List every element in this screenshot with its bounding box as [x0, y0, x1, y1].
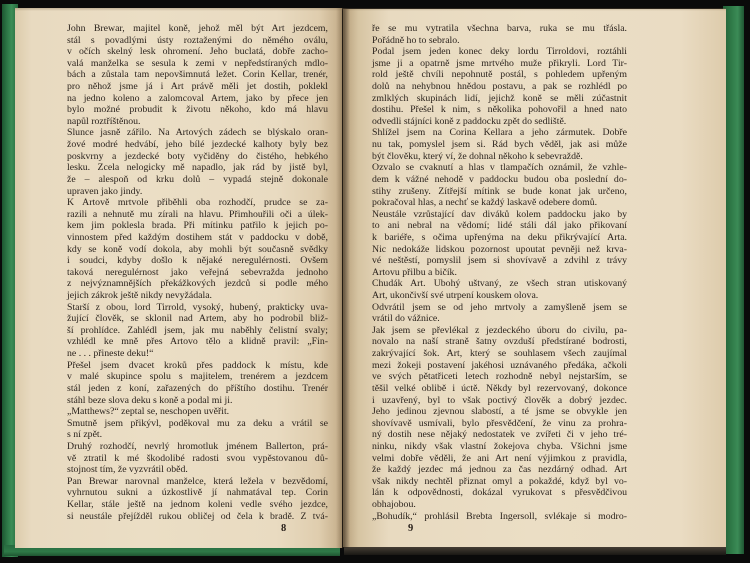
- text-line: pro něhož jsme já i Art právě měli jet dostih, poklekl: [67, 81, 328, 93]
- text-line: Chudák Art. Ubohý uštvaný, ze všech stran utiskovaný: [372, 278, 627, 290]
- text-line: velmi dobře věděli, že ani Art není výjimkou z pravidla,: [372, 452, 627, 464]
- text-line: Podal jsem jeden konec deky lordu Tirroldovi, roztáhli: [372, 46, 627, 58]
- text-line: žující člověk, se sklonil nad Artem, aby ho podrobil bliž-: [67, 313, 328, 325]
- text-line: že každý jezdec má jednou za čas nezdárný odhad. Art: [372, 464, 627, 476]
- paragraph: [67, 23, 328, 127]
- text-line: Kellar, stále ještě na jednom koleni vedle svého jezdce,: [67, 498, 328, 510]
- text-line: pokračoval hlas, a nechť se každý laskavě odebere domů.: [372, 197, 598, 209]
- text-line: „Bohudík,“ prohlásil Brebta Ingersoll, svlékaje si modro-: [372, 510, 627, 522]
- text-line: rold ještě chvíli nepohnutě postál, s pohledem upřeným: [372, 69, 627, 81]
- text-line: Jeho jedinou zjevnou slabostí, a té jsme se obvykle jen: [372, 406, 627, 418]
- text-line: dostihu. Přešel k nim, s několika pohovořil a hned nato: [372, 104, 627, 116]
- text-line: odvedli stájníci koně z paddocku zpět do sedliště.: [372, 115, 567, 127]
- paragraph: [372, 127, 627, 162]
- text-line: ný dostih nese nějaký nedostatek ve zvířeti či v jeho tré-: [372, 429, 627, 441]
- paragraph: [372, 325, 627, 511]
- text-line: Ozvalo se cvaknutí a hlas v tlampačích oznámil, že vzhle-: [372, 162, 627, 174]
- text-line: jsme ji a opatrně jsme mrtvého muže přikryli. Lord Tir-: [372, 57, 627, 69]
- text-line: i uzavřený, byl to však poctivý člověk a dobrý jezdec.: [372, 394, 627, 406]
- text-line: Neustále vzrůstající dav diváků kolem paddocku jako by: [372, 208, 627, 220]
- book-cover-right-edge: [723, 6, 744, 554]
- text-line: stál jeden z koní, zařazených do příštího dostihu. Trenér: [67, 382, 328, 394]
- text-line: Druhý rozhodčí, nevrlý hromotluk jménem Ballerton, prá-: [67, 440, 328, 452]
- text-line: „Matthews?“ zeptal se, neschopen uvěřit.: [67, 406, 230, 418]
- text-line: John Brewar, majitel koně, jehož měl být Art jezdcem,: [67, 23, 328, 34]
- text-line: stáhl beze slova deku s koně a podal mi ji.: [67, 394, 233, 406]
- text-line: v malé skupince spolu s majitelem, trenérem a jezdcem: [67, 371, 328, 383]
- text-line: Shlížel jsem na Corina Kellara a jeho zármutek. Dobře: [372, 127, 627, 139]
- text-line: ší prohlídce. Zahlédl jsem, jak mu naběhly čelistní svaly;: [67, 324, 328, 336]
- text-line: taková neregulérnost jako veřejná sebevražda jednoho: [67, 266, 328, 278]
- text-line: Slunce jasně zářilo. Na Artových zádech se blýskalo oran-: [67, 127, 328, 139]
- page-number: 9: [408, 523, 414, 534]
- text-line: Artovu přilbu a bičík.: [372, 266, 457, 278]
- text-line: však nikdy nechtěl přiznat omyl a pokaždé, když byl vo-: [372, 475, 627, 487]
- paragraph: [67, 476, 328, 522]
- text-line: K Artově mrtvole přiběhli oba rozhodčí, prudce se za-: [67, 197, 328, 209]
- paragraph: [372, 23, 627, 46]
- text-line: bylo možné probudit k životu někoho, kdo má hlavu: [67, 104, 328, 116]
- text-line: upraven jako jindy.: [67, 185, 143, 197]
- text-line: novalo na naší straně šatny ovzduší předstírané bodrosti,: [372, 336, 627, 348]
- paragraph: [67, 197, 328, 301]
- text-line: stál s povadlými ústy roztaženými do němého oválu,: [67, 34, 328, 46]
- text-line: s ní zpět.: [67, 429, 103, 441]
- text-line: lán k odpovědnosti, dokázal vyrukovat s přesvědčivou: [372, 487, 627, 499]
- paragraph: [67, 418, 328, 441]
- text-line: stojnost tím, že vyzvrátil oběd.: [67, 464, 188, 476]
- text-line: stihy zrušeny. Zítřejší mítink se bude konat jak určeno,: [372, 185, 627, 197]
- page-number: 8: [281, 523, 287, 534]
- text-line: ve svých pětatřiceti letech rozhodně nebyl nejstarším, se: [372, 371, 627, 383]
- paragraph: [372, 302, 627, 325]
- text-line: to ani nebral na vědomí; lidé stáli dál jako přikovaní: [372, 220, 627, 232]
- text-line: si neustále přejížděl rukou obličej od čela k bradě. Z tvá-: [67, 510, 328, 522]
- text-line: vzhlédl ke mně přes Artovo tělo a klidně pravil: „Fin-: [67, 336, 328, 348]
- text-line: Přešel jsem dvacet kroků přes paddock k místu, kde: [67, 359, 328, 371]
- text-line: nu tak, pomyslel jsem si. Rád bych věděl, jak asi může: [372, 139, 627, 151]
- paragraph: [372, 162, 627, 208]
- text-line: vě ztratil k mé škodolibé radosti svou vypěstovanou dů-: [67, 452, 328, 464]
- text-line: Smutně jsem přikývl, poděkoval mu za deku a vrátil se: [67, 417, 328, 429]
- paragraph: [372, 46, 627, 127]
- text-line: zmlklých skupinách lidí, jejichž koně se měli zúčastnit: [372, 92, 627, 104]
- text-line: dem k vážné nehodě v paddocku budou oba poslední do-: [372, 173, 627, 185]
- text-line: Art, ukončivší své utrpení kouskem olova.: [372, 290, 539, 302]
- paragraph: [67, 302, 328, 360]
- page-text-block-right: [372, 23, 627, 522]
- paragraph: [67, 127, 328, 197]
- text-line: žové modré hedvábí, jeho bílé jezdecké kalhoty byly bez: [67, 139, 328, 151]
- text-line: vé neštěstí, pomyslil jsem si shovívavě a zdvihl z trávy: [372, 255, 627, 267]
- text-line: Starší z obou, lord Tirrold, vysoký, hubený, prakticky uva-: [67, 301, 328, 313]
- text-line: poskvrny a jezdecké boty vyčiděny do čistého, hebkého: [67, 150, 328, 162]
- text-line: valá manželka se sesula k zemi v nepředstíraných mdlo-: [67, 57, 328, 69]
- text-line: těšil velké oblibě i úctě. Někdy byl rezervovaný, dokonce: [372, 382, 627, 394]
- text-line: Odvrátil jsem se od jeho mrtvoly a zamyšleně jsem se: [372, 301, 627, 313]
- text-line: být člověku, který ví, že dohnal někoho k sebevraždě.: [372, 150, 583, 162]
- text-line: Pořádně ho to sebralo.: [372, 34, 460, 46]
- text-line: z nejvýznamnějších překážkových jezdců si podle mého: [67, 278, 328, 290]
- paragraph: [67, 406, 328, 418]
- text-line: kdy se koně vodí dokola, aby mohli být současně svědky: [67, 243, 328, 255]
- text-line: ne . . . přineste deku!“: [67, 348, 154, 360]
- text-line: ře se mu vytratila všechna barva, ruka se mu třásla.: [372, 23, 627, 34]
- text-line: jejich zákrok ještě nikdy nevyžádala.: [67, 290, 212, 302]
- paragraph: [67, 441, 328, 476]
- text-line: k bariéře, s očima upřenýma na deku přikrývající Arta.: [372, 231, 627, 243]
- paragraph: [67, 360, 328, 406]
- paragraph: [372, 278, 627, 301]
- page-text-block-left: [67, 23, 328, 522]
- page-top-edge: [15, 8, 726, 11]
- text-line: Pan Brewar narovnal manželce, která ležela v bezvědomí,: [67, 475, 328, 487]
- text-line: že – alespoň od krku dolů – vypadá stejně dokonale: [67, 173, 328, 185]
- text-line: Nic nedokáže lidskou pozornost upoutat pevněji než krva-: [372, 243, 627, 255]
- text-line: vyhrnutou sukni a úzkostlivě jí nahmatával tep. Corin: [67, 487, 328, 499]
- text-line: bách a zůstala tam nepovšimnutá ležet. Corin Kellar, trenér,: [67, 69, 328, 81]
- text-line: i soudci, kdyby došlo k nějaké neregulérnosti. Ovšem: [67, 255, 328, 267]
- book-spine-gutter: [336, 8, 350, 548]
- paragraph: [372, 209, 627, 279]
- page-bottom-shadow: [344, 546, 726, 555]
- text-line: lesku. Zcela nelogicky mě napadlo, jak rád by jistě byl,: [67, 162, 328, 174]
- text-line: kem jim poklesla brada. Při mítinku patřilo k jejich po-: [67, 220, 328, 232]
- text-line: ninku, nikdy však vlastní žokejova chyba. Všichni jsme: [372, 440, 627, 452]
- text-line: na jedno koleno a zalomcoval Artem, jako by přece jen: [67, 92, 328, 104]
- text-line: vinnostem před každým dostihem stát v paddocku v době,: [67, 231, 328, 243]
- text-line: v očích skelný lesk ohromení. Jeho buclatá, dobře zacho-: [67, 46, 328, 58]
- text-line: razili a nehnutě mu zírali na hlavu. Přimhouřili oči a úlek-: [67, 208, 328, 220]
- text-line: Jak jsem se převlékal z jezdeckého úboru do civilu, pa-: [372, 324, 627, 336]
- paragraph: [372, 511, 627, 523]
- text-line: shovívavě usmívali, bylo přesvědčení, že vinu za prohra-: [372, 417, 627, 429]
- text-line: zakrývající šok. Art, který se souhlasem všech zaujímal: [372, 348, 627, 360]
- text-line: mezi žokeji postavení jakéhosi uznávaného předáka, ačkoli: [372, 359, 627, 371]
- text-line: dolů na nehybnou hnědou postavu, a pak se rozhlédl po: [372, 81, 627, 93]
- text-line: vrátil do vážnice.: [372, 313, 440, 325]
- text-line: obhajobou.: [372, 498, 416, 510]
- text-line: napůl roztříštěnou.: [67, 115, 141, 127]
